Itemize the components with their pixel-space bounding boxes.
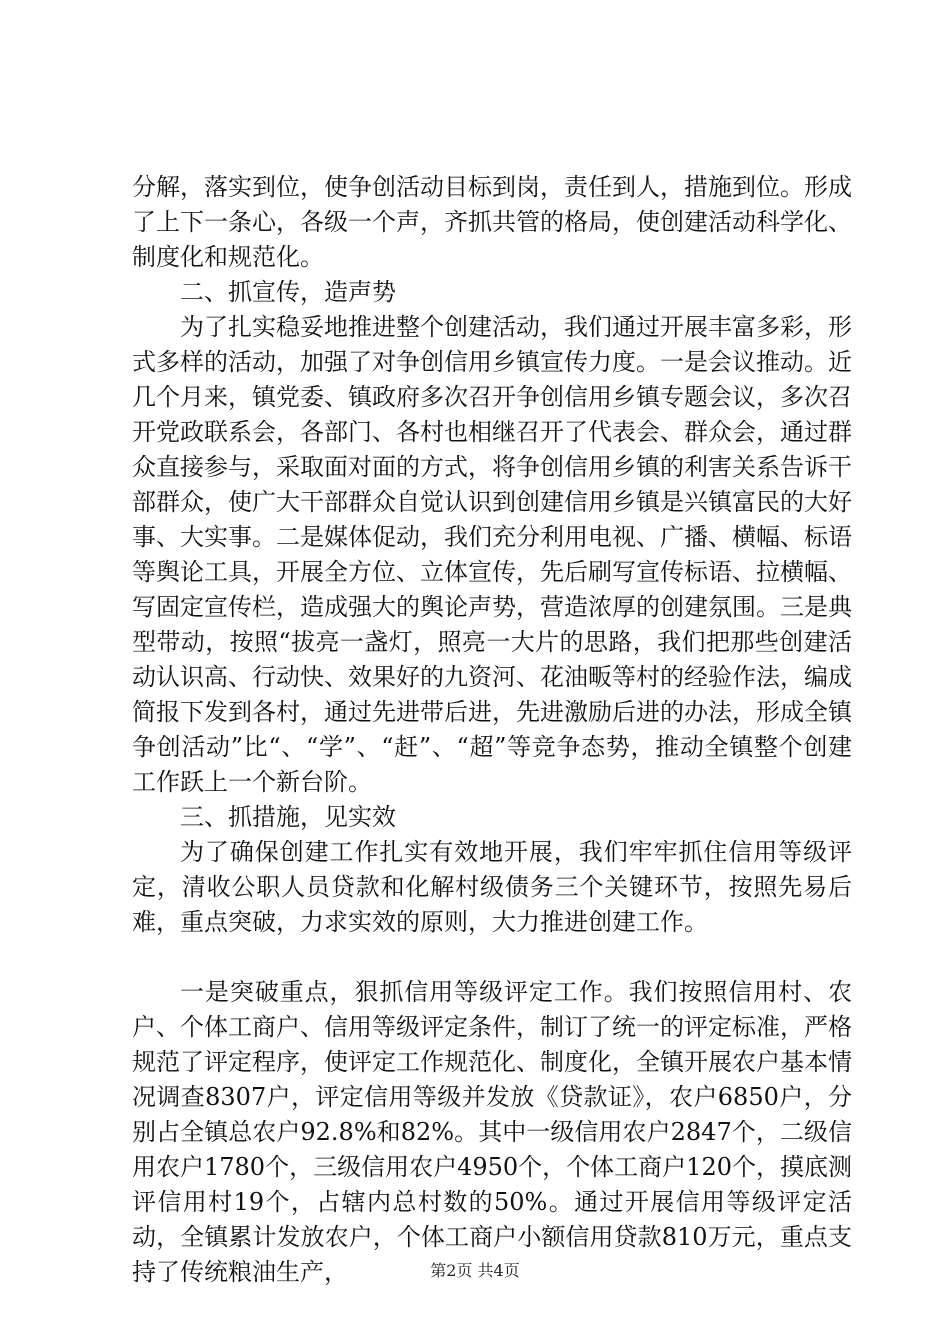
document-body bbox=[132, 170, 852, 1290]
paragraph-1: 分解，落实到位，使争创活动目标到岗，责任到人，措施到位。形成了上下一条心，各级一个声，齐抓共管的格局，使创建活动科学化、制度化和规范化。 bbox=[132, 173, 852, 271]
section-heading-3: 三、抓措施，见实效 bbox=[180, 803, 396, 831]
paragraph-spacer bbox=[132, 940, 852, 975]
paragraph-3: 为了确保创建工作扎实有效地开展，我们牢牢抓住信用等级评定，清收公职人员贷款和化解村级债务三个关键环节，按照先易后难，重点突破，力求实效的原则，大力推进创建工作。 bbox=[132, 838, 852, 936]
section-heading-2: 二、抓宣传，造声势 bbox=[180, 278, 396, 306]
paragraph-2: 为了扎实稳妥地推进整个创建活动，我们通过开展丰富多彩，形式多样的活动，加强了对争创信用乡镇宣传力度。一是会议推动。近几个月来，镇党委、镇政府多次召开争创信用乡镇专题会议，多次召开党政联系会，各部门、各村也相继召开了代表会、群众会，通过群众直接参与，采取面对面的方式，将争创信用乡镇的利害关系告诉干部群众，使广大干部群众自觉认识到创建信用乡镇是兴镇富民的大好事、大实事。二是媒体促动，我们充分利用电视、广播、横幅、标语等舆论工具，开展全方位、立体宣传，先后刷写宣传标语、拉横幅、写固定宣传栏，造成强大的舆论声势，营造浓厚的创建氛围。三是典型带动，按照“拔亮一盏灯，照亮一大片的思路，我们把那些创建活动认识高、行动快、效果好的九资河、花油畈等村的经验作法，编成简报下发到各村，通过先进带后进，先进激励后进的办法，形成全镇争创活动”比“、“学”、“赶”、“超”等竞争态势，推动全镇整个创建工作跃上一个新台阶。 bbox=[132, 313, 852, 796]
paragraph-4: 一是突破重点，狠抓信用等级评定工作。我们按照信用村、农户、个体工商户、信用等级评定条件，制订了统一的评定标准，严格规范了评定程序，使评定工作规范化、制度化，全镇开展农户基本情况调查8307户，评定信用等级并发放《贷款证》，农户6850户，分别占全镇总农户92.8%和82%。其中一级信用农户2847个，二级信用农户1780个，三级信用农户4950个，个体工商户120个，摸底测评信用村19个，占辖内总村数的50%。通过开展信用等级评定活动，全镇累计发放农户，个体工商户小额信用贷款810万元，重点支持了传统粮油生产， bbox=[132, 978, 852, 1286]
page-number-footer: 第2页 共4页 bbox=[430, 1261, 520, 1280]
